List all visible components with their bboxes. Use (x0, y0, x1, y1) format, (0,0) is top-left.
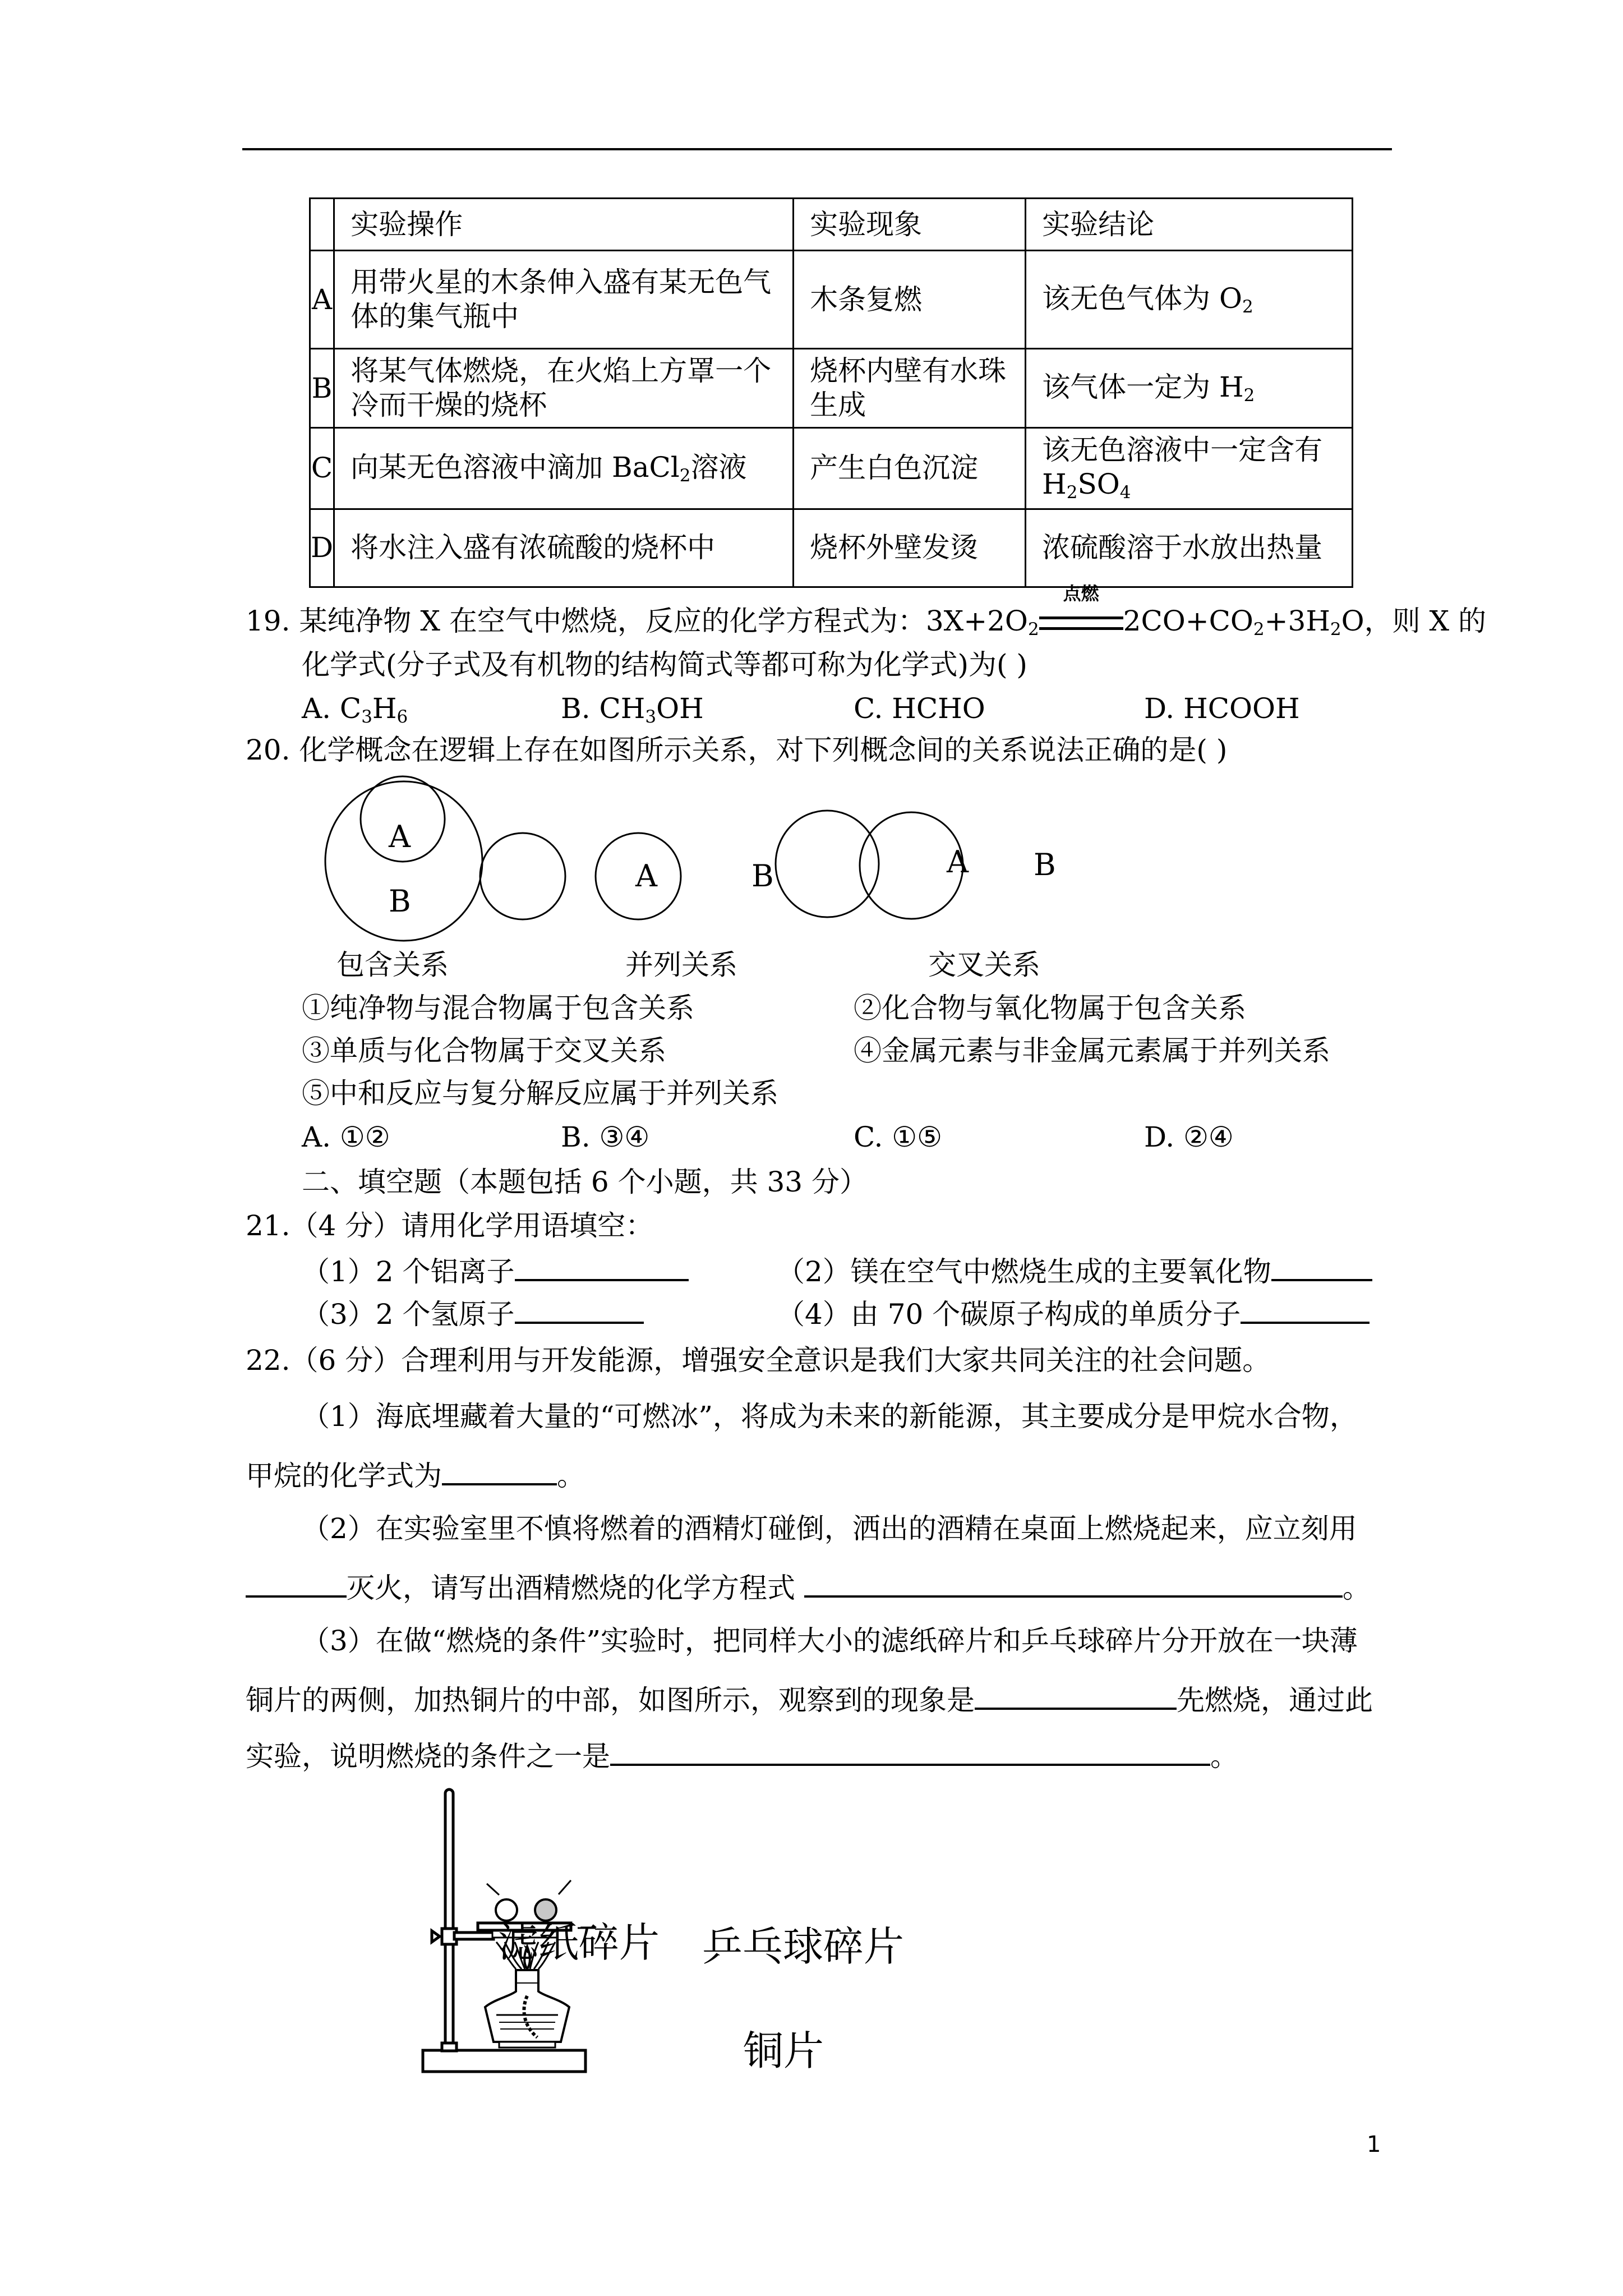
operation-cell (334, 428, 794, 509)
phenomenon-cell: 烧杯内壁有水珠生成 (794, 349, 1026, 428)
period: 。 (1210, 1740, 1238, 1773)
option-key: D. (1144, 692, 1175, 725)
q19-option-c[interactable] (854, 694, 985, 723)
q20-option-b[interactable]: B. ③④ (561, 1121, 650, 1153)
operation-text: 溶液 (690, 450, 747, 484)
conclusion-cell (1026, 428, 1353, 509)
label-copper: 铜片 (743, 2027, 824, 2074)
option-text: C (339, 692, 362, 725)
operation-text: 向某无色溶液中滴加 BaCl (351, 450, 680, 484)
option-text: OH (656, 692, 704, 725)
equation-text: +3H (1264, 605, 1330, 637)
row-label: A (310, 251, 334, 349)
equation-text: O，则 X 的 (1341, 605, 1487, 637)
table-header-row (310, 199, 1353, 251)
option-text: HCOOH (1183, 692, 1300, 725)
label-filter-paper: 滤纸碎片 (498, 1919, 660, 1966)
venn-label-a: A (947, 844, 969, 880)
conclusion-text: 该气体一定为 H (1042, 370, 1244, 403)
table-header-cell: 实验现象 (794, 199, 1026, 251)
q19-stem-text: 某纯净物 X 在空气中燃烧，反应的化学方程式为：3X+2O (299, 605, 1028, 637)
reaction-condition (1039, 583, 1123, 635)
diagram-caption-inclusion: 包含关系 (336, 949, 449, 981)
table-row (310, 509, 1353, 587)
venn-label-b: B (389, 884, 411, 919)
table-row (310, 428, 1353, 509)
q21-item-4 (777, 1297, 1370, 1331)
leader-line (487, 1884, 499, 1895)
q21-item-2 (777, 1254, 1372, 1286)
item-text: 实验，说明燃烧的条件之一是 (246, 1740, 610, 1773)
q21-item-1 (302, 1254, 689, 1286)
condition-label: 点燃 (1063, 583, 1099, 604)
combustion-apparatus-figure (415, 1784, 920, 2296)
operation-cell: 将某气体燃烧，在火焰上方罩一个冷而干燥的烧杯 (334, 349, 794, 428)
stand-rod (445, 1789, 453, 2047)
q19-stem-line2: 化学式(分子式及有机物的结构简式等都可称为化学式)为( ) (302, 648, 1027, 681)
subscript: 6 (396, 706, 408, 727)
period: 。 (557, 1460, 585, 1492)
page-number: 1 (1367, 2132, 1381, 2157)
answer-blank[interactable] (975, 1683, 1177, 1710)
table-row (310, 349, 1353, 428)
item-text: （3）2 个氢原子 (302, 1298, 515, 1331)
item-text: 先燃烧，通过此 (1177, 1684, 1373, 1717)
q22-part3-line3 (246, 1739, 1238, 1773)
conclusion-text: 该无色溶液中一定含有 H (1042, 434, 1323, 500)
phenomenon-cell: 烧杯外壁发烫 (794, 509, 1026, 587)
item-text: 甲烷的化学式为 (246, 1460, 442, 1492)
venn-diagrams (303, 763, 1144, 954)
label-pingpong: 乒乓球碎片 (702, 1923, 905, 1970)
diagram-caption-parallel: 并列关系 (625, 949, 737, 981)
row-label: D (310, 509, 334, 587)
item-text: （1）2 个铝离子 (302, 1255, 515, 1288)
statement-1: ①纯净物与混合物属于包含关系 (302, 992, 694, 1024)
table-row (310, 251, 1353, 349)
table-header-cell (310, 199, 334, 251)
conclusion-text: 该无色气体为 O (1042, 282, 1242, 315)
venn-label-a: A (635, 858, 657, 894)
q22-part2-line2 (246, 1571, 1371, 1602)
statement-2: ②化合物与氧化物属于包含关系 (854, 992, 1246, 1024)
subscript: 2 (679, 465, 691, 486)
option-text: H (372, 692, 397, 725)
option-text: CH (599, 692, 645, 725)
row-label: C (310, 428, 334, 509)
subscript: 2 (1242, 296, 1253, 317)
clamp-arm (454, 1932, 494, 1939)
venn-label-b: B (1034, 847, 1056, 882)
question-number: 20. (246, 734, 291, 766)
row-label: B (310, 349, 334, 428)
q22-part2-line1: （2）在实验室里不慎将燃着的酒精灯碰倒，洒出的酒精在桌面上燃烧起来，应立刻用 (302, 1512, 1357, 1545)
operation-cell: 用带火星的木条伸入盛有某无色气体的集气瓶中 (334, 251, 794, 349)
answer-blank[interactable] (246, 1571, 347, 1598)
option-text: HCHO (892, 692, 985, 725)
option-key: C. (854, 692, 883, 725)
venn-label-a: A (389, 819, 411, 854)
answer-blank[interactable] (610, 1739, 1210, 1766)
statement-4: ④金属元素与非金属元素属于并列关系 (854, 1034, 1330, 1067)
table-header-cell: 实验结论 (1026, 199, 1353, 251)
q22-header: 22.（6 分）合理利用与开发能源，增强安全意识是我们大家共同关注的社会问题。 (246, 1344, 1271, 1377)
q21-item-3 (302, 1297, 644, 1331)
question-number: 19. (246, 605, 291, 637)
q20-stem-text: 化学概念在逻辑上存在如图所示关系，对下列概念间的关系说法正确的是( ) (299, 734, 1228, 766)
q22-part1-line2 (246, 1458, 585, 1490)
q20-option-c[interactable]: C. ①⑤ (854, 1121, 942, 1153)
q20-option-d[interactable]: D. ②④ (1144, 1121, 1234, 1153)
conclusion-cell (1026, 349, 1353, 428)
conclusion-cell (1026, 251, 1353, 349)
q22-part3-line1: （3）在做“燃烧的条件”实验时，把同样大小的滤纸碎片和乒乓球碎片分开放在一块薄 (302, 1625, 1358, 1657)
item-text: 铜片的两侧，加热铜片的中部，如图所示，观察到的现象是 (246, 1684, 975, 1717)
table-header-cell: 实验操作 (334, 199, 794, 251)
venn-intersection (776, 811, 963, 919)
subscript: 2 (1066, 482, 1078, 503)
operation-cell: 将水注入盛有浓硫酸的烧杯中 (334, 509, 794, 587)
q19-option-b[interactable] (561, 694, 704, 726)
statement-5: ⑤中和反应与复分解反应属于并列关系 (302, 1077, 778, 1110)
q19-option-d[interactable] (1144, 694, 1300, 723)
answer-blank[interactable] (804, 1571, 1343, 1598)
q19-option-a[interactable] (302, 694, 408, 726)
subscript: 4 (1119, 482, 1131, 503)
conclusion-text: SO (1077, 468, 1120, 500)
subscript: 2 (1027, 619, 1039, 639)
answer-blank[interactable] (442, 1458, 557, 1485)
statement-3: ③单质与化合物属于交叉关系 (302, 1034, 666, 1067)
experiment-table (309, 197, 1353, 588)
phenomenon-cell: 产生白色沉淀 (794, 428, 1026, 509)
equation-text: 2CO+CO (1123, 605, 1253, 637)
subscript: 2 (1253, 619, 1265, 639)
item-text: （2）镁在空气中燃烧生成的主要氧化物 (777, 1255, 1271, 1288)
section-title: 二、填空题（本题包括 6 个小题，共 33 分） (302, 1166, 868, 1198)
q21-header: 21.（4 分）请用化学用语填空： (246, 1209, 654, 1242)
conclusion-cell: 浓硫酸溶于水放出热量 (1026, 509, 1353, 587)
subscript: 3 (645, 706, 657, 727)
subscript: 3 (361, 706, 372, 727)
subscript: 2 (1330, 619, 1341, 639)
stand-base (423, 2050, 585, 2072)
answer-blank[interactable] (1241, 1297, 1370, 1324)
q20-option-a[interactable]: A. ①② (302, 1121, 390, 1153)
item-text: （4）由 70 个碳原子构成的单质分子 (777, 1298, 1241, 1331)
venn-circle-a (776, 811, 879, 917)
header-rule (242, 148, 1392, 150)
option-key: A. (302, 692, 331, 725)
answer-blank[interactable] (515, 1297, 644, 1324)
leader-line (559, 1880, 571, 1894)
q22-part1-line1: （1）海底埋藏着大量的“可燃冰”，将成为未来的新能源，其主要成分是甲烷水合物， (302, 1400, 1358, 1433)
diagram-caption-intersection: 交叉关系 (928, 949, 1040, 981)
q22-part3-line2 (246, 1683, 1373, 1717)
answer-blank[interactable] (515, 1254, 689, 1281)
subscript: 2 (1243, 385, 1255, 406)
period: 。 (1342, 1572, 1371, 1604)
q19-stem-line1 (246, 583, 1487, 639)
venn-label-b: B (751, 858, 774, 894)
venn-circle-a (480, 833, 565, 919)
equals-sign (1039, 616, 1123, 630)
option-key: B. (561, 692, 591, 725)
phenomenon-cell: 木条复燃 (794, 251, 1026, 349)
answer-blank[interactable] (1271, 1254, 1372, 1281)
q20-stem (246, 736, 1227, 764)
item-text: 灭火，请写出酒精燃烧的化学方程式 (347, 1572, 795, 1604)
